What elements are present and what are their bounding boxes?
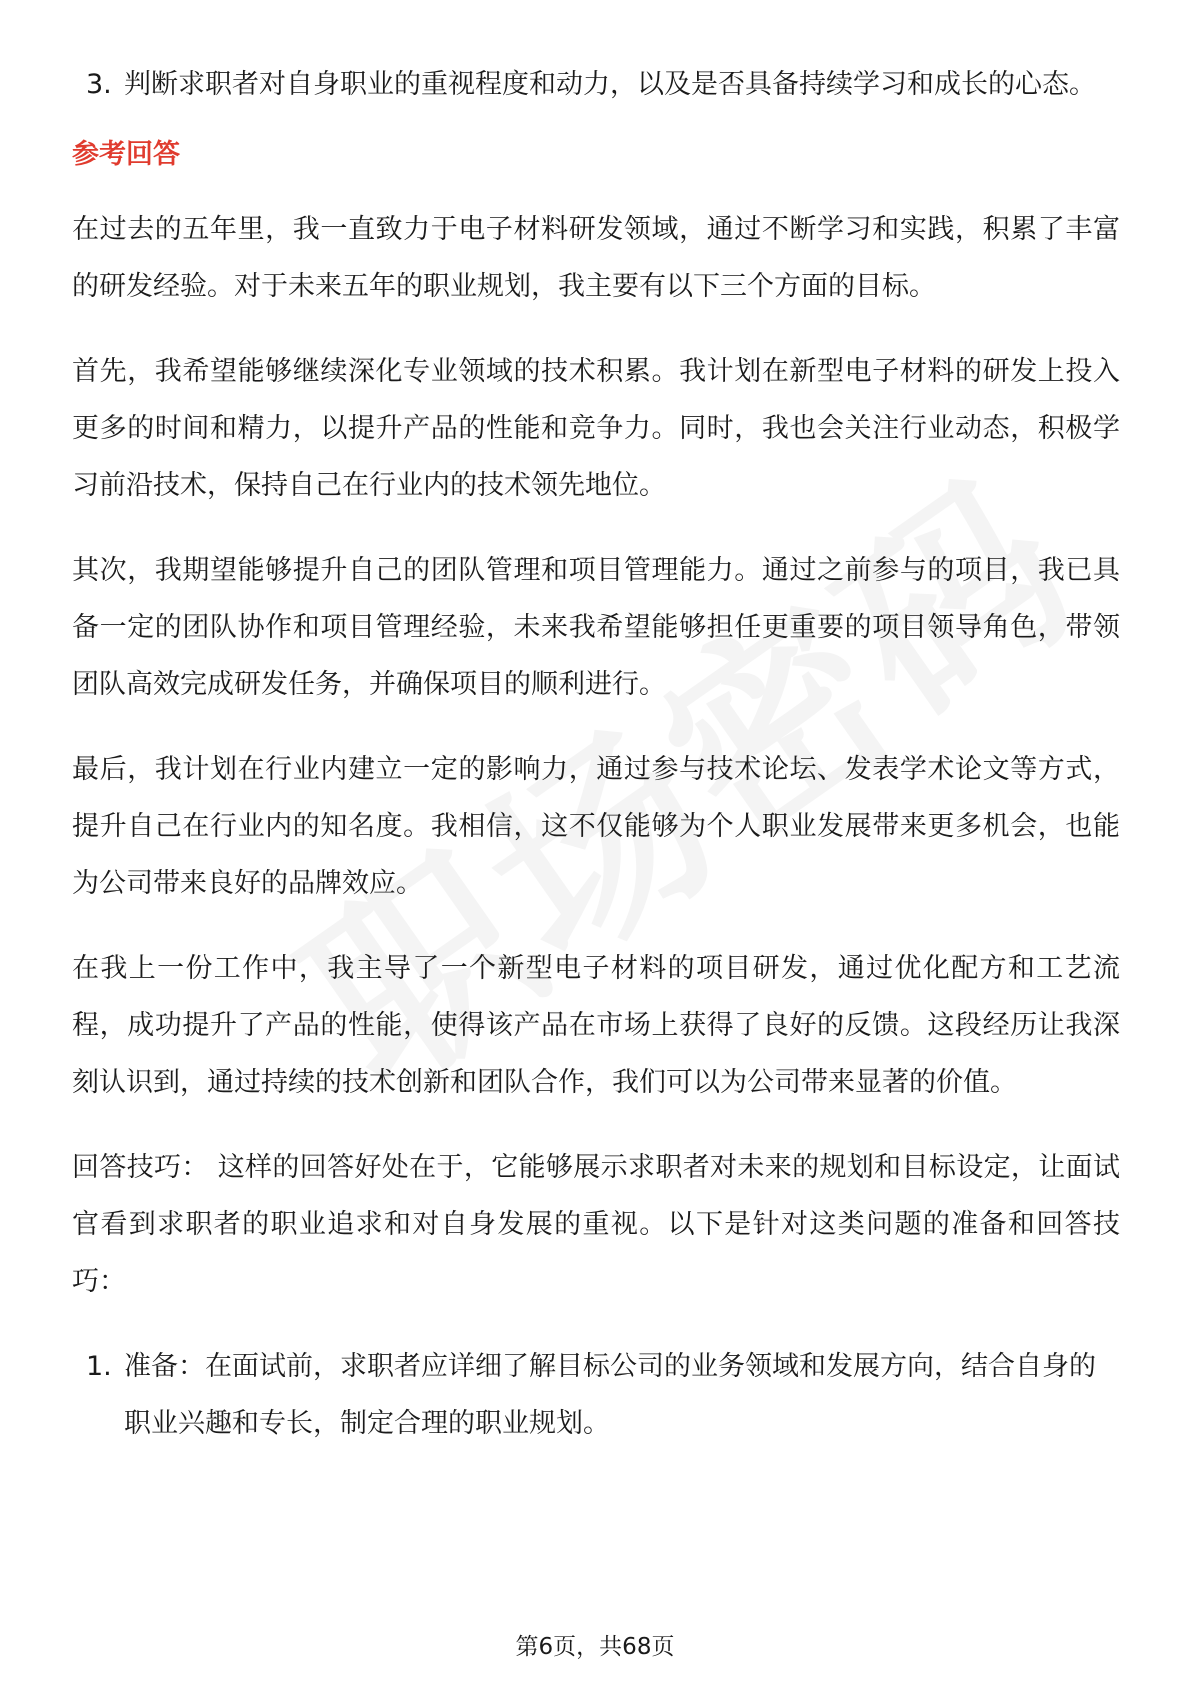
list-item-text: 判断求职者对自身职业的重视程度和动力，以及是否具备持续学习和成长的心态。 xyxy=(124,69,1096,100)
paragraph-experience: 在我上一份工作中，我主导了一个新型电子材料的项目研发，通过优化配方和工艺流程，成功提升了产品的性能，使得该产品在市场上获得了良好的反馈。这段经历让我深刻认识到，通过持续的技术创新和团队合作，我们可以为公司带来显著的价值。 xyxy=(72,953,1120,1098)
list-item-1 xyxy=(72,1338,1120,1452)
paragraph-last: 最后，我计划在行业内建立一定的影响力，通过参与技术论坛、发表学术论文等方式，提升自己在行业内的知名度。我相信，这不仅能够为个人职业发展带来更多机会，也能为公司带来良好的品牌效应。 xyxy=(72,754,1120,899)
paragraph-second: 其次，我期望能够提升自己的团队管理和项目管理能力。通过之前参与的项目，我已具备一定的团队协作和项目管理经验，未来我希望能够担任更重要的项目领导角色，带领团队高效完成研发任务，并确保项目的顺利进行。 xyxy=(72,555,1120,700)
paragraph-tips: 回答技巧： 这样的回答好处在于，它能够展示求职者对未来的规划和目标设定，让面试官看到求职者的职业追求和对自身发展的重视。以下是针对这类问题的准备和回答技巧： xyxy=(72,1152,1120,1297)
section-heading: 参考回答 xyxy=(72,139,180,170)
paragraph-first: 首先，我希望能够继续深化专业领域的技术积累。我计划在新型电子材料的研发上投入更多的时间和精力，以提升产品的性能和竞争力。同时，我也会关注行业动态，积极学习前沿技术，保持自己在行业内的技术领先地位。 xyxy=(72,356,1120,501)
list-item-text: 准备：在面试前，求职者应详细了解目标公司的业务领域和发展方向，结合自身的职业兴趣和专长，制定合理的职业规划。 xyxy=(124,1351,1096,1439)
list-number: 3. xyxy=(86,69,112,100)
list-number: 1. xyxy=(86,1351,112,1382)
page-footer: 第6页，共68页 xyxy=(515,1634,675,1660)
paragraph-intro: 在过去的五年里，我一直致力于电子材料研发领域，通过不断学习和实践，积累了丰富的研发经验。对于未来五年的职业规划，我主要有以下三个方面的目标。 xyxy=(72,214,1120,302)
list-item-3 xyxy=(72,56,1120,113)
page-content xyxy=(72,56,1120,1472)
